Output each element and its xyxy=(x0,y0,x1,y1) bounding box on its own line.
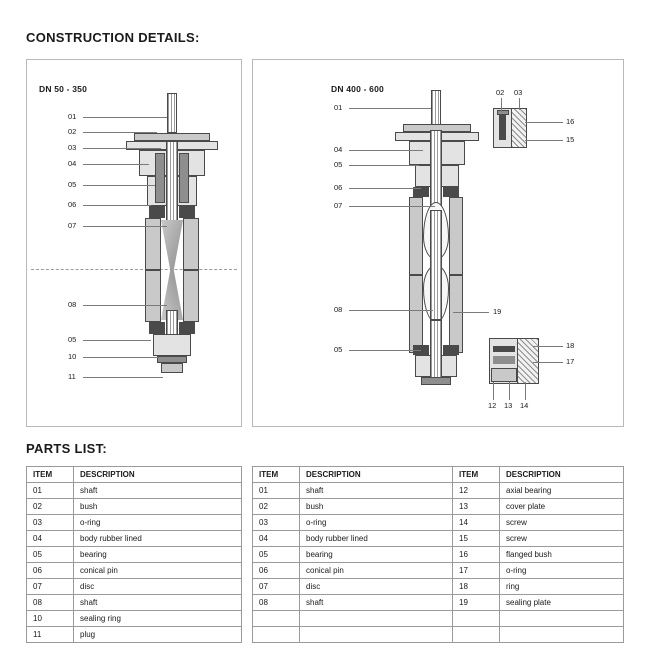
valve-bearing-upper-left xyxy=(149,206,165,218)
detail-bottom-hatch xyxy=(517,338,539,384)
leader2-13 xyxy=(509,382,510,400)
cell-description-2: ring xyxy=(500,579,624,595)
col-item-2: ITEM xyxy=(453,467,500,483)
cell-description-2: o-ring xyxy=(500,563,624,579)
col-description: DESCRIPTION xyxy=(74,467,242,483)
callout-left-02: 02 xyxy=(68,127,77,136)
leader-03 xyxy=(83,148,161,149)
leader-06 xyxy=(83,205,151,206)
table-row xyxy=(27,547,242,563)
cell-item-2: 12 xyxy=(453,483,500,499)
cell-description: sealing ring xyxy=(74,611,242,627)
cell-item: 03 xyxy=(27,515,74,531)
cell-item-2: 18 xyxy=(453,579,500,595)
cell-item-2: 19 xyxy=(453,595,500,611)
cell-description: shaft xyxy=(74,595,242,611)
table-row xyxy=(253,547,624,563)
valve-bearing-upper-right xyxy=(179,206,195,218)
cell-item: 01 xyxy=(253,483,300,499)
cell-item: 06 xyxy=(253,563,300,579)
valve-disc-upper xyxy=(161,220,183,270)
leader2-03 xyxy=(519,98,520,110)
cell-description-2: flanged bush xyxy=(500,547,624,563)
leader-11 xyxy=(83,377,163,378)
cell-description: disc xyxy=(74,579,242,595)
cell-item-2 xyxy=(453,611,500,627)
detail-bottom-ring xyxy=(493,346,515,352)
valve2-body-wall-left-lower xyxy=(409,275,423,353)
leader2-19 xyxy=(453,312,489,313)
cell-item xyxy=(253,611,300,627)
callout-right-05b: 05 xyxy=(334,345,343,354)
cell-item-2: 17 xyxy=(453,563,500,579)
cell-description: o-ring xyxy=(74,515,242,531)
leader-02 xyxy=(83,132,157,133)
leader2-17 xyxy=(533,362,563,363)
cell-description-2: screw xyxy=(500,515,624,531)
table-row xyxy=(253,499,624,515)
cell-item: 04 xyxy=(27,531,74,547)
leader2-14 xyxy=(525,382,526,400)
cell-item: 05 xyxy=(27,547,74,563)
cell-item: 08 xyxy=(27,595,74,611)
cell-item: 08 xyxy=(253,595,300,611)
callout-left-03: 03 xyxy=(68,143,77,152)
callout-right-19: 19 xyxy=(493,307,502,316)
col-item: ITEM xyxy=(253,467,300,483)
callout-left-07: 07 xyxy=(68,221,77,230)
cell-description: disc xyxy=(300,579,453,595)
centerline-left xyxy=(31,269,237,270)
valve2-bearing-lower-right xyxy=(443,345,459,355)
cell-item: 06 xyxy=(27,563,74,579)
table-row xyxy=(27,611,242,627)
leader2-06 xyxy=(349,188,421,189)
cell-description: conical pin xyxy=(300,563,453,579)
cell-item: 05 xyxy=(253,547,300,563)
valve2-shaft-mid xyxy=(430,130,442,210)
cell-description xyxy=(300,611,453,627)
leader-05b xyxy=(83,340,151,341)
callout-right-03: 03 xyxy=(514,88,523,97)
valve2-shaft-top xyxy=(431,90,441,126)
valve-shaft-top xyxy=(167,93,177,133)
leader-10 xyxy=(83,357,159,358)
cell-description: shaft xyxy=(300,483,453,499)
cell-description xyxy=(300,627,453,643)
valve-bonnet-plate xyxy=(134,133,210,141)
table-row xyxy=(253,611,624,627)
callout-left-11: 11 xyxy=(68,372,76,381)
valve-bearing-lower-right xyxy=(179,322,195,334)
valve2-body-wall-left-upper xyxy=(409,197,423,275)
cell-item xyxy=(253,627,300,643)
leader2-07 xyxy=(349,206,435,207)
table-row xyxy=(27,595,242,611)
callout-left-06: 06 xyxy=(68,200,77,209)
cell-item: 04 xyxy=(253,531,300,547)
cell-item: 02 xyxy=(253,499,300,515)
cell-description: shaft xyxy=(74,483,242,499)
valve2-body-wall-right-upper xyxy=(449,197,463,275)
leader2-16 xyxy=(525,122,563,123)
cell-item: 03 xyxy=(253,515,300,531)
cell-description: body rubber lined xyxy=(300,531,453,547)
detail-bottom-bearing xyxy=(493,356,515,364)
cell-item: 01 xyxy=(27,483,74,499)
cell-description-2: cover plate xyxy=(500,499,624,515)
valve-bearing-lower-left xyxy=(149,322,165,334)
callout-right-02: 02 xyxy=(496,88,505,97)
detail-bottom-cover-plate xyxy=(491,368,517,382)
cell-item: 02 xyxy=(27,499,74,515)
valve-lower-housing xyxy=(153,334,191,356)
valve-shaft-mid xyxy=(166,141,178,231)
cell-description-2 xyxy=(500,611,624,627)
callout-left-01: 01 xyxy=(68,112,77,121)
leader2-08 xyxy=(349,310,433,311)
leader2-18 xyxy=(533,346,563,347)
cell-description-2: sealing plate xyxy=(500,595,624,611)
callout-right-08: 08 xyxy=(334,305,343,314)
cell-item: 10 xyxy=(27,611,74,627)
cell-item-2: 13 xyxy=(453,499,500,515)
cell-description: bearing xyxy=(300,547,453,563)
cell-description-2: screw xyxy=(500,531,624,547)
detail-top-oring xyxy=(497,110,509,115)
leader2-15 xyxy=(525,140,563,141)
cell-item: 07 xyxy=(253,579,300,595)
table-row xyxy=(27,627,242,643)
leader2-02 xyxy=(501,98,502,112)
table-row xyxy=(253,595,624,611)
parts-table-left xyxy=(26,466,242,643)
callout-left-05b: 05 xyxy=(68,335,77,344)
valve2-bearing-upper-right xyxy=(443,187,459,197)
valve-bush-right xyxy=(179,153,189,203)
diagram-label-left: DN 50 - 350 xyxy=(39,84,88,94)
diagram-panel-dn50-350 xyxy=(26,59,242,427)
col-description-2: DESCRIPTION xyxy=(500,467,624,483)
callout-right-12: 12 xyxy=(488,401,497,410)
valve-body-wall-right-upper xyxy=(183,218,199,270)
callout-left-05a: 05 xyxy=(68,180,77,189)
leader-07 xyxy=(83,226,167,227)
detail-top-bush xyxy=(499,114,506,140)
cell-item: 07 xyxy=(27,579,74,595)
table-row xyxy=(253,515,624,531)
valve-sealing-ring xyxy=(157,356,187,363)
callout-right-05a: 05 xyxy=(334,160,343,169)
page-title-parts: PARTS LIST: xyxy=(26,441,108,456)
page-title-construction: CONSTRUCTION DETAILS: xyxy=(26,30,200,45)
callout-right-18: 18 xyxy=(566,341,575,350)
cell-description: bearing xyxy=(74,547,242,563)
valve-body-wall-right-lower xyxy=(183,270,199,322)
valve2-shaft-through xyxy=(430,210,442,320)
cell-description: body rubber lined xyxy=(74,531,242,547)
callout-right-07: 07 xyxy=(334,201,343,210)
valve-plug xyxy=(161,363,183,373)
leader2-04 xyxy=(349,150,423,151)
leader2-05a xyxy=(349,165,419,166)
cell-item-2: 16 xyxy=(453,547,500,563)
table-row xyxy=(253,627,624,643)
cell-item-2 xyxy=(453,627,500,643)
leader2-05b xyxy=(349,350,421,351)
valve2-shaft-lower xyxy=(430,320,442,382)
leader-05a xyxy=(83,185,155,186)
callout-right-04: 04 xyxy=(334,145,343,154)
valve2-body-wall-right-lower xyxy=(449,275,463,353)
table-row xyxy=(253,563,624,579)
leader-04 xyxy=(83,164,149,165)
cell-item: 11 xyxy=(27,627,74,643)
leader2-01 xyxy=(349,108,431,109)
cell-description-2 xyxy=(500,627,624,643)
diagram-panel-dn400-600 xyxy=(252,59,624,427)
table-row xyxy=(27,515,242,531)
callout-right-06: 06 xyxy=(334,183,343,192)
table-row xyxy=(253,531,624,547)
callout-right-01: 01 xyxy=(334,103,343,112)
table-row xyxy=(27,483,242,499)
valve2-lower-seal xyxy=(421,377,451,385)
valve-bush-left xyxy=(155,153,165,203)
callout-right-15: 15 xyxy=(566,135,575,144)
table-row xyxy=(27,499,242,515)
callout-right-17: 17 xyxy=(566,357,575,366)
cell-item-2: 15 xyxy=(453,531,500,547)
callout-right-14: 14 xyxy=(520,401,529,410)
cell-description: bush xyxy=(74,499,242,515)
table-header-row xyxy=(253,467,624,483)
callout-left-04: 04 xyxy=(68,159,77,168)
table-row xyxy=(27,563,242,579)
col-description: DESCRIPTION xyxy=(300,467,453,483)
callout-right-13: 13 xyxy=(504,401,513,410)
table-header-row xyxy=(27,467,242,483)
cell-description: plug xyxy=(74,627,242,643)
diagram-label-right: DN 400 - 600 xyxy=(331,84,384,94)
callout-left-08: 08 xyxy=(68,300,77,309)
cell-item-2: 14 xyxy=(453,515,500,531)
callout-left-10: 10 xyxy=(68,352,77,361)
table-row xyxy=(253,483,624,499)
callout-right-16: 16 xyxy=(566,117,575,126)
table-row xyxy=(27,579,242,595)
cell-description: shaft xyxy=(300,595,453,611)
leader-08 xyxy=(83,305,167,306)
table-row xyxy=(27,531,242,547)
cell-description-2: axial bearing xyxy=(500,483,624,499)
col-item: ITEM xyxy=(27,467,74,483)
cell-description: o-ring xyxy=(300,515,453,531)
valve-body-wall-left-lower xyxy=(145,270,161,322)
parts-table-right xyxy=(252,466,624,643)
leader-01 xyxy=(83,117,167,118)
cell-description: conical pin xyxy=(74,563,242,579)
leader2-12 xyxy=(493,382,494,400)
cell-description: bush xyxy=(300,499,453,515)
table-row xyxy=(253,579,624,595)
detail-top-hatch xyxy=(511,108,527,148)
